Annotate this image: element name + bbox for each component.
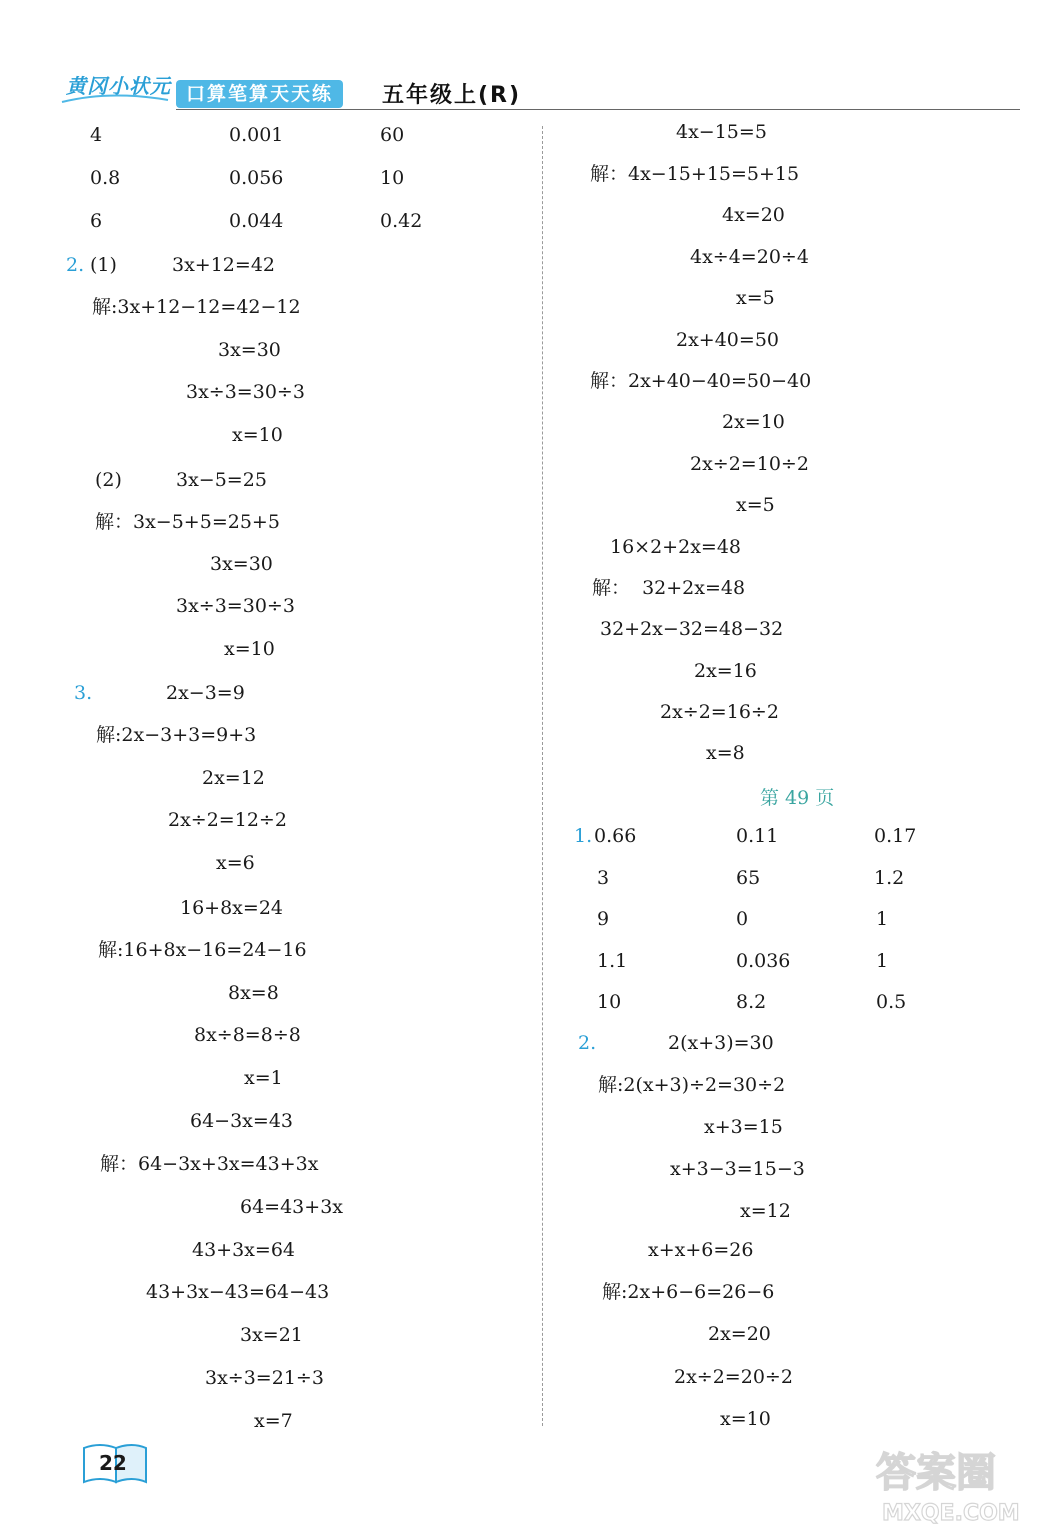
- solution-step: 解:2x−3+3=9+3: [96, 724, 257, 746]
- solution-step: x+3=15: [704, 1116, 783, 1138]
- answer-cell: 6: [90, 210, 103, 232]
- sub-question-label: (1): [90, 254, 117, 276]
- solution-step: 32+2x−32=48−32: [600, 618, 784, 640]
- brand-swoosh-icon: [60, 92, 170, 106]
- svg-text:答案圈: 答案圈: [876, 1450, 996, 1496]
- answer-cell: 10: [380, 167, 405, 189]
- solution-step: 2x=20: [708, 1323, 771, 1345]
- solution-step: 3x=21: [240, 1324, 303, 1346]
- solution-step: 8x÷8=8÷8: [194, 1024, 301, 1046]
- grade-label: 五年级上(R): [382, 83, 522, 108]
- solution-step: 2x÷2=20÷2: [674, 1366, 793, 1388]
- solution-step: 解： 32+2x=48: [592, 577, 746, 599]
- solution-step: 3x=30: [210, 553, 273, 575]
- solution-step: x=10: [232, 424, 283, 446]
- solution-step: x=5: [736, 494, 775, 516]
- answer-cell: 0.001: [229, 124, 284, 146]
- answer-cell: 0: [736, 908, 749, 930]
- series-title: 口算笔算天天练: [176, 80, 343, 108]
- page-number: 22: [99, 1451, 127, 1475]
- solution-step: 4x=20: [722, 204, 785, 226]
- solution-step: 解:2x+6−6=26−6: [602, 1281, 775, 1303]
- solution-step: 43+3x−43=64−43: [146, 1281, 330, 1303]
- solution-step: 解：3x−5+5=25+5: [95, 511, 280, 533]
- solution-step: 8x=8: [228, 982, 279, 1004]
- solution-step: x=10: [720, 1408, 771, 1430]
- watermark-logo: [870, 1438, 1040, 1528]
- solution-step: 2x=12: [202, 767, 265, 789]
- solution-step: 2x÷2=16÷2: [660, 701, 779, 723]
- equation: 64−3x=43: [190, 1110, 293, 1132]
- equation: 16×2+2x=48: [610, 536, 742, 558]
- answer-cell: 0.056: [229, 167, 284, 189]
- solution-step: 4x÷4=20÷4: [690, 246, 809, 268]
- page-reference: 第 49 页: [760, 787, 835, 809]
- equation: 16+8x=24: [180, 897, 283, 919]
- solution-step: 2x=10: [722, 411, 785, 433]
- equation: 2x−3=9: [166, 682, 245, 704]
- answer-cell: 9: [597, 908, 610, 930]
- equation: 3x+12=42: [172, 254, 275, 276]
- solution-step: 解：4x−15+15=5+15: [590, 163, 800, 185]
- answer-cell: 0.17: [874, 825, 917, 847]
- solution-step: 3x=30: [218, 339, 281, 361]
- answer-cell: 0.5: [876, 991, 907, 1013]
- answer-cell: 65: [736, 867, 761, 889]
- column-divider: [542, 126, 543, 1426]
- equation: 3x−5=25: [176, 469, 267, 491]
- solution-step: 64=43+3x: [240, 1196, 343, 1218]
- question-number: 3.: [74, 682, 93, 704]
- solution-step: 解:3x+12−12=42−12: [92, 296, 301, 318]
- question-number: 2.: [578, 1032, 597, 1054]
- svg-text:MXQE.COM: MXQE.COM: [882, 1501, 1020, 1526]
- answer-cell: 0.66: [594, 825, 637, 847]
- answer-cell: 8.2: [736, 991, 767, 1013]
- solution-step: x=7: [254, 1410, 293, 1432]
- solution-step: x=6: [216, 852, 255, 874]
- solution-step: 2x=16: [694, 660, 757, 682]
- sub-question-label: (2): [95, 469, 122, 491]
- equation: 2x+40=50: [676, 329, 779, 351]
- solution-step: x=8: [706, 742, 745, 764]
- solution-step: 43+3x=64: [192, 1239, 295, 1261]
- solution-step: 2x÷2=12÷2: [168, 809, 287, 831]
- question-number: 1.: [574, 825, 593, 847]
- solution-step: 解：64−3x+3x=43+3x: [100, 1153, 319, 1175]
- brand-logo: 黄冈小状元: [66, 74, 171, 98]
- answer-cell: 1.1: [597, 950, 628, 972]
- solution-step: x+3−3=15−3: [670, 1158, 805, 1180]
- solution-step: x=1: [244, 1067, 283, 1089]
- answer-cell: 0.044: [229, 210, 284, 232]
- answer-cell: 1: [876, 950, 889, 972]
- answer-cell: 1: [876, 908, 889, 930]
- answer-cell: 10: [597, 991, 622, 1013]
- equation: x+x+6=26: [648, 1239, 754, 1261]
- solution-step: 3x÷3=21÷3: [205, 1367, 324, 1389]
- solution-step: 3x÷3=30÷3: [186, 381, 305, 403]
- answer-cell: 1.2: [874, 867, 905, 889]
- answer-cell: 0.42: [380, 210, 423, 232]
- equation: 4x−15=5: [676, 121, 767, 143]
- solution-step: x=12: [740, 1200, 791, 1222]
- page-header: [60, 62, 1020, 112]
- solution-step: x=10: [224, 638, 275, 660]
- solution-step: x=5: [736, 287, 775, 309]
- answer-cell: 3: [597, 867, 610, 889]
- header-divider: [176, 109, 1020, 110]
- answer-cell: 0.8: [90, 167, 121, 189]
- equation: 2(x+3)=30: [668, 1032, 774, 1054]
- solution-step: 解：2x+40−40=50−40: [590, 370, 812, 392]
- answer-cell: 0.11: [736, 825, 779, 847]
- answer-cell: 0.036: [736, 950, 791, 972]
- solution-step: 3x÷3=30÷3: [176, 595, 295, 617]
- solution-step: 2x÷2=10÷2: [690, 453, 809, 475]
- answer-cell: 60: [380, 124, 405, 146]
- solution-step: 解:16+8x−16=24−16: [98, 939, 307, 961]
- answer-cell: 4: [90, 124, 103, 146]
- solution-step: 解:2(x+3)÷2=30÷2: [598, 1074, 786, 1096]
- question-number: 2.: [66, 254, 85, 276]
